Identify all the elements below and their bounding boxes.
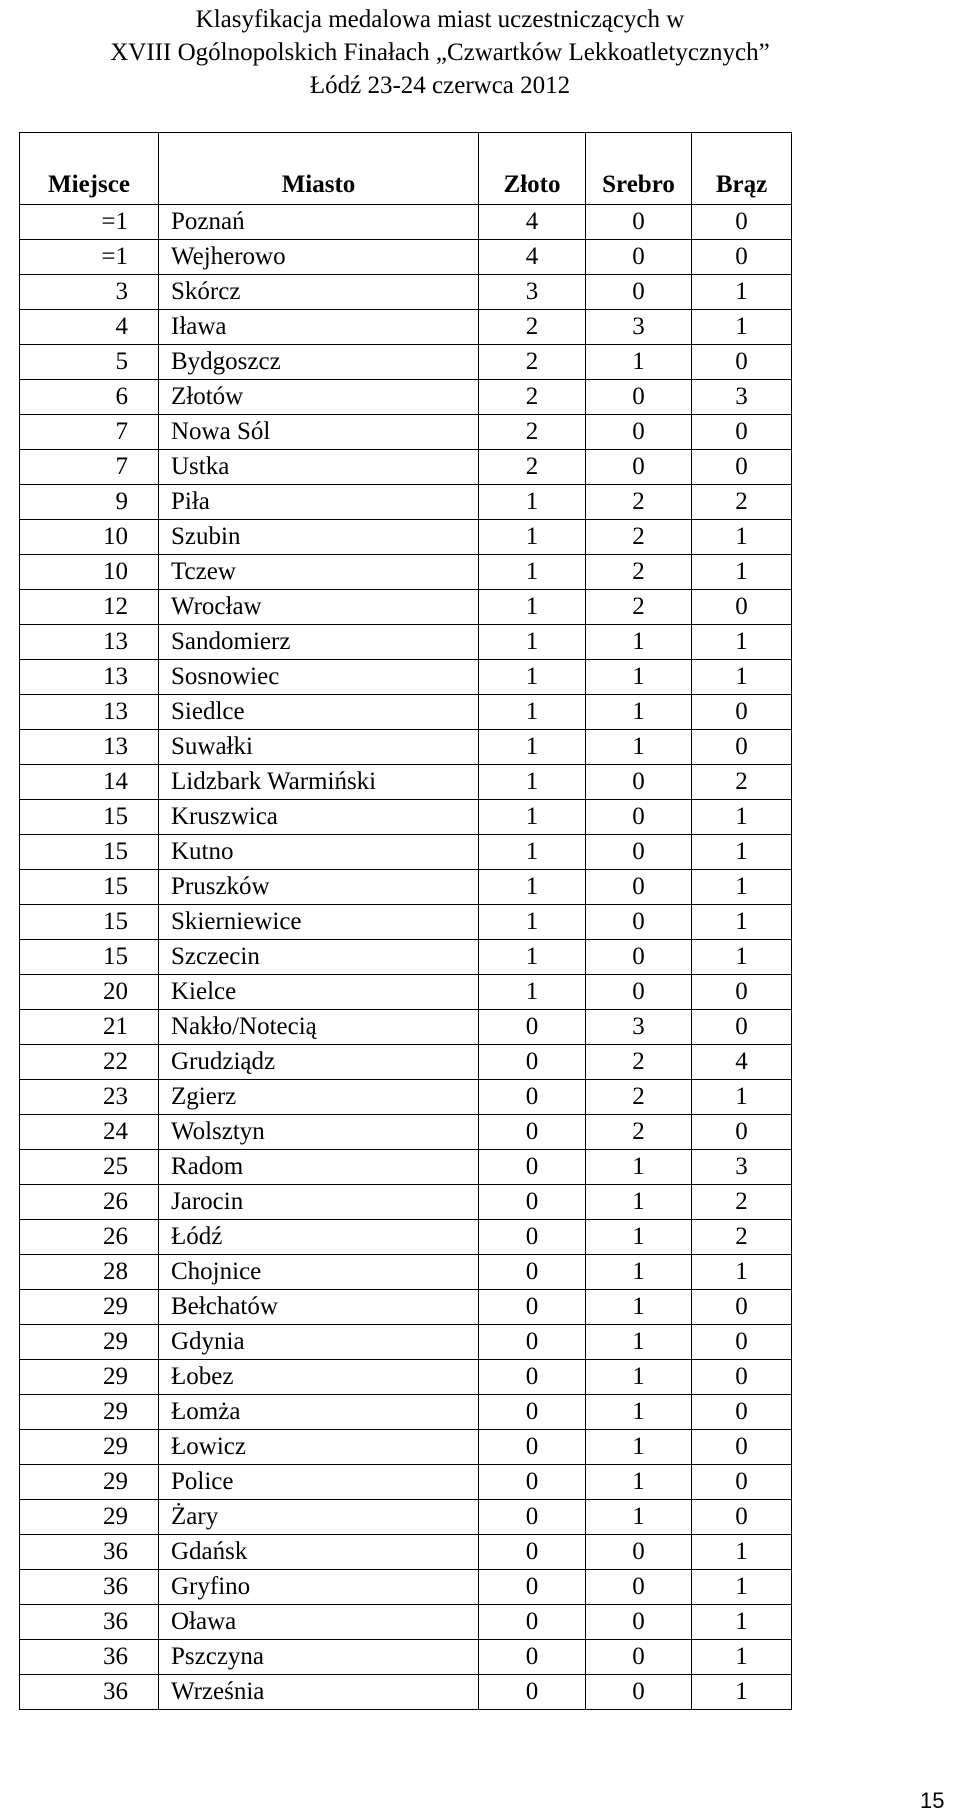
cell-bronze: 1 [692,905,792,940]
cell-gold: 0 [479,1570,586,1605]
cell-silver: 2 [586,520,692,555]
cell-bronze: 1 [692,555,792,590]
cell-city: Poznań [159,205,479,240]
cell-city: Chojnice [159,1255,479,1290]
cell-place: 12 [20,590,159,625]
cell-place: 29 [20,1500,159,1535]
cell-city: Wrocław [159,590,479,625]
cell-gold: 1 [479,590,586,625]
table-row [20,905,792,940]
cell-city: Bełchatów [159,1290,479,1325]
cell-silver: 2 [586,555,692,590]
cell-place: 26 [20,1220,159,1255]
cell-city: Łomża [159,1395,479,1430]
header-bronze: Brąz [692,133,792,205]
cell-city: Police [159,1465,479,1500]
cell-bronze: 3 [692,1150,792,1185]
cell-place: 15 [20,800,159,835]
table-row [20,1255,792,1290]
cell-bronze: 0 [692,1290,792,1325]
table-row [20,660,792,695]
header-place: Miejsce [20,133,159,205]
cell-gold: 1 [479,905,586,940]
cell-silver: 2 [586,1045,692,1080]
table-row [20,1220,792,1255]
cell-bronze: 1 [692,660,792,695]
cell-city: Radom [159,1150,479,1185]
cell-place: 21 [20,1010,159,1045]
cell-bronze: 0 [692,415,792,450]
cell-silver: 2 [586,1115,692,1150]
table-row [20,730,792,765]
cell-gold: 0 [479,1500,586,1535]
table-row [20,975,792,1010]
cell-city: Nakło/Notecią [159,1010,479,1045]
cell-bronze: 1 [692,1535,792,1570]
table-row [20,1605,792,1640]
cell-silver: 1 [586,1360,692,1395]
cell-place: 9 [20,485,159,520]
cell-silver: 1 [586,1185,692,1220]
cell-place: 7 [20,415,159,450]
cell-bronze: 0 [692,1010,792,1045]
cell-gold: 0 [479,1150,586,1185]
title-line-3: Łódź 23-24 czerwca 2012 [309,72,571,99]
cell-city: Szczecin [159,940,479,975]
cell-silver: 0 [586,1605,692,1640]
cell-place: 15 [20,870,159,905]
cell-city: Suwałki [159,730,479,765]
cell-gold: 1 [479,870,586,905]
table-row [20,240,792,275]
table-row [20,555,792,590]
cell-place: 25 [20,1150,159,1185]
cell-bronze: 1 [692,800,792,835]
cell-gold: 1 [479,800,586,835]
cell-bronze: 1 [692,870,792,905]
cell-silver: 0 [586,380,692,415]
cell-silver: 0 [586,905,692,940]
cell-bronze: 2 [692,485,792,520]
document-title [0,0,880,102]
cell-city: Ustka [159,450,479,485]
cell-silver: 1 [586,1430,692,1465]
cell-place: 29 [20,1395,159,1430]
cell-city: Żary [159,1500,479,1535]
cell-city: Gdańsk [159,1535,479,1570]
cell-gold: 3 [479,275,586,310]
cell-silver: 1 [586,625,692,660]
table-row [20,520,792,555]
cell-gold: 0 [479,1045,586,1080]
cell-silver: 0 [586,940,692,975]
table-row [20,275,792,310]
cell-place: 36 [20,1535,159,1570]
cell-city: Skórcz [159,275,479,310]
cell-gold: 4 [479,205,586,240]
cell-gold: 0 [479,1080,586,1115]
cell-gold: 1 [479,625,586,660]
table-row [20,695,792,730]
cell-place: 10 [20,555,159,590]
cell-gold: 0 [479,1255,586,1290]
cell-bronze: 2 [692,1220,792,1255]
cell-city: Łobez [159,1360,479,1395]
cell-city: Tczew [159,555,479,590]
cell-place: 36 [20,1675,159,1710]
cell-silver: 0 [586,800,692,835]
cell-place: 6 [20,380,159,415]
table-row [20,870,792,905]
cell-city: Wejherowo [159,240,479,275]
cell-silver: 0 [586,450,692,485]
cell-silver: 1 [586,1500,692,1535]
cell-silver: 1 [586,660,692,695]
cell-place: 14 [20,765,159,800]
cell-gold: 0 [479,1360,586,1395]
cell-silver: 1 [586,345,692,380]
cell-silver: 0 [586,1640,692,1675]
cell-gold: 1 [479,555,586,590]
cell-place: 36 [20,1640,159,1675]
table-header-row [20,133,792,205]
cell-bronze: 0 [692,1430,792,1465]
cell-gold: 0 [479,1675,586,1710]
table-row [20,765,792,800]
table-row [20,1640,792,1675]
header-silver: Srebro [586,133,692,205]
table-row [20,310,792,345]
cell-city: Września [159,1675,479,1710]
cell-place: =1 [20,205,159,240]
cell-gold: 0 [479,1115,586,1150]
cell-place: 22 [20,1045,159,1080]
cell-city: Bydgoszcz [159,345,479,380]
cell-city: Lidzbark Warmiński [159,765,479,800]
medal-table [19,132,792,1710]
cell-bronze: 0 [692,1395,792,1430]
title-line-1: Klasyfikacja medalowa miast uczestniczących w [195,6,685,33]
cell-gold: 0 [479,1465,586,1500]
table-row [20,1465,792,1500]
cell-city: Wolsztyn [159,1115,479,1150]
table-row [20,1535,792,1570]
cell-place: 24 [20,1115,159,1150]
cell-silver: 1 [586,1465,692,1500]
cell-bronze: 0 [692,730,792,765]
cell-gold: 0 [479,1640,586,1675]
cell-silver: 3 [586,1010,692,1045]
cell-silver: 2 [586,590,692,625]
table-row [20,1290,792,1325]
cell-silver: 1 [586,695,692,730]
cell-silver: 0 [586,275,692,310]
cell-silver: 0 [586,835,692,870]
cell-gold: 1 [479,485,586,520]
cell-gold: 1 [479,940,586,975]
cell-bronze: 1 [692,1570,792,1605]
page-number: 15 [920,1788,945,1813]
cell-place: 26 [20,1185,159,1220]
cell-city: Siedlce [159,695,479,730]
cell-silver: 0 [586,870,692,905]
cell-place: 29 [20,1430,159,1465]
cell-gold: 2 [479,415,586,450]
table-row [20,1675,792,1710]
cell-gold: 0 [479,1535,586,1570]
cell-place: 13 [20,730,159,765]
cell-silver: 3 [586,310,692,345]
table-body [20,205,792,1710]
cell-city: Sosnowiec [159,660,479,695]
cell-bronze: 0 [692,590,792,625]
cell-silver: 0 [586,1675,692,1710]
cell-city: Pszczyna [159,1640,479,1675]
cell-bronze: 0 [692,1325,792,1360]
cell-city: Kutno [159,835,479,870]
table-row [20,1430,792,1465]
cell-place: 36 [20,1570,159,1605]
table-row [20,1150,792,1185]
header-gold: Złoto [479,133,586,205]
cell-bronze: 3 [692,380,792,415]
cell-place: 10 [20,520,159,555]
cell-silver: 1 [586,1220,692,1255]
cell-silver: 1 [586,1255,692,1290]
cell-gold: 0 [479,1430,586,1465]
table-row [20,1395,792,1430]
cell-city: Zgierz [159,1080,479,1115]
cell-gold: 0 [479,1325,586,1360]
cell-city: Iława [159,310,479,345]
cell-city: Nowa Sól [159,415,479,450]
cell-gold: 0 [479,1395,586,1430]
cell-gold: 1 [479,765,586,800]
cell-place: 5 [20,345,159,380]
table-row [20,1115,792,1150]
cell-city: Pruszków [159,870,479,905]
cell-gold: 0 [479,1220,586,1255]
table-row [20,205,792,240]
cell-gold: 2 [479,380,586,415]
cell-place: 4 [20,310,159,345]
table-row [20,415,792,450]
cell-city: Gdynia [159,1325,479,1360]
cell-bronze: 1 [692,625,792,660]
cell-city: Grudziądz [159,1045,479,1080]
cell-gold: 2 [479,345,586,380]
cell-place: 13 [20,660,159,695]
cell-bronze: 0 [692,240,792,275]
cell-place: 13 [20,695,159,730]
cell-bronze: 1 [692,1675,792,1710]
cell-gold: 4 [479,240,586,275]
cell-place: 29 [20,1360,159,1395]
table-row [20,1500,792,1535]
cell-bronze: 0 [692,345,792,380]
cell-bronze: 1 [692,835,792,870]
cell-bronze: 1 [692,275,792,310]
cell-gold: 1 [479,660,586,695]
cell-bronze: 0 [692,205,792,240]
cell-bronze: 0 [692,1115,792,1150]
cell-place: 13 [20,625,159,660]
cell-place: 29 [20,1325,159,1360]
cell-city: Piła [159,485,479,520]
cell-bronze: 1 [692,1255,792,1290]
cell-city: Gryfino [159,1570,479,1605]
cell-city: Kielce [159,975,479,1010]
cell-city: Oława [159,1605,479,1640]
table-row [20,590,792,625]
cell-bronze: 0 [692,1500,792,1535]
cell-place: 15 [20,835,159,870]
cell-bronze: 0 [692,1465,792,1500]
cell-silver: 0 [586,1535,692,1570]
cell-place: 29 [20,1465,159,1500]
cell-bronze: 2 [692,765,792,800]
cell-city: Skierniewice [159,905,479,940]
cell-silver: 2 [586,1080,692,1115]
cell-silver: 0 [586,415,692,450]
cell-city: Kruszwica [159,800,479,835]
cell-silver: 1 [586,1290,692,1325]
table-row [20,1185,792,1220]
cell-city: Łowicz [159,1430,479,1465]
table-row [20,345,792,380]
cell-silver: 0 [586,205,692,240]
table-row [20,1360,792,1395]
cell-bronze: 1 [692,940,792,975]
cell-silver: 0 [586,765,692,800]
cell-silver: 2 [586,485,692,520]
cell-silver: 1 [586,1395,692,1430]
cell-bronze: 1 [692,1605,792,1640]
cell-silver: 1 [586,1150,692,1185]
cell-place: 28 [20,1255,159,1290]
cell-silver: 1 [586,1325,692,1360]
header-city: Miasto [159,133,479,205]
cell-bronze: 1 [692,1080,792,1115]
cell-bronze: 0 [692,450,792,485]
cell-silver: 0 [586,1570,692,1605]
cell-place: 7 [20,450,159,485]
table-row [20,380,792,415]
cell-bronze: 1 [692,1640,792,1675]
cell-city: Złotów [159,380,479,415]
cell-place: 29 [20,1290,159,1325]
cell-city: Jarocin [159,1185,479,1220]
table-row [20,800,792,835]
cell-bronze: 2 [692,1185,792,1220]
cell-bronze: 0 [692,975,792,1010]
cell-place: 36 [20,1605,159,1640]
cell-gold: 1 [479,835,586,870]
cell-gold: 1 [479,695,586,730]
cell-bronze: 1 [692,520,792,555]
table-row [20,940,792,975]
cell-gold: 2 [479,310,586,345]
table-row [20,1010,792,1045]
table-row [20,450,792,485]
table-row [20,1570,792,1605]
cell-gold: 2 [479,450,586,485]
cell-place: =1 [20,240,159,275]
cell-place: 15 [20,905,159,940]
cell-silver: 0 [586,975,692,1010]
cell-city: Łódź [159,1220,479,1255]
cell-gold: 0 [479,1290,586,1325]
cell-bronze: 0 [692,1360,792,1395]
cell-bronze: 1 [692,310,792,345]
cell-city: Sandomierz [159,625,479,660]
cell-silver: 0 [586,240,692,275]
table-row [20,1080,792,1115]
cell-gold: 0 [479,1185,586,1220]
table-row [20,625,792,660]
table-row [20,1325,792,1360]
table-row [20,835,792,870]
cell-bronze: 4 [692,1045,792,1080]
cell-gold: 0 [479,1605,586,1640]
title-line-2: XVIII Ogólnopolskich Finałach „Czwartków Lekkoatletycznych” [110,39,770,66]
cell-place: 23 [20,1080,159,1115]
cell-gold: 0 [479,1010,586,1045]
cell-place: 20 [20,975,159,1010]
cell-place: 3 [20,275,159,310]
cell-gold: 1 [479,975,586,1010]
cell-gold: 1 [479,730,586,765]
table-row [20,1045,792,1080]
table-row [20,485,792,520]
cell-place: 15 [20,940,159,975]
cell-city: Szubin [159,520,479,555]
cell-gold: 1 [479,520,586,555]
cell-bronze: 0 [692,695,792,730]
cell-silver: 1 [586,730,692,765]
